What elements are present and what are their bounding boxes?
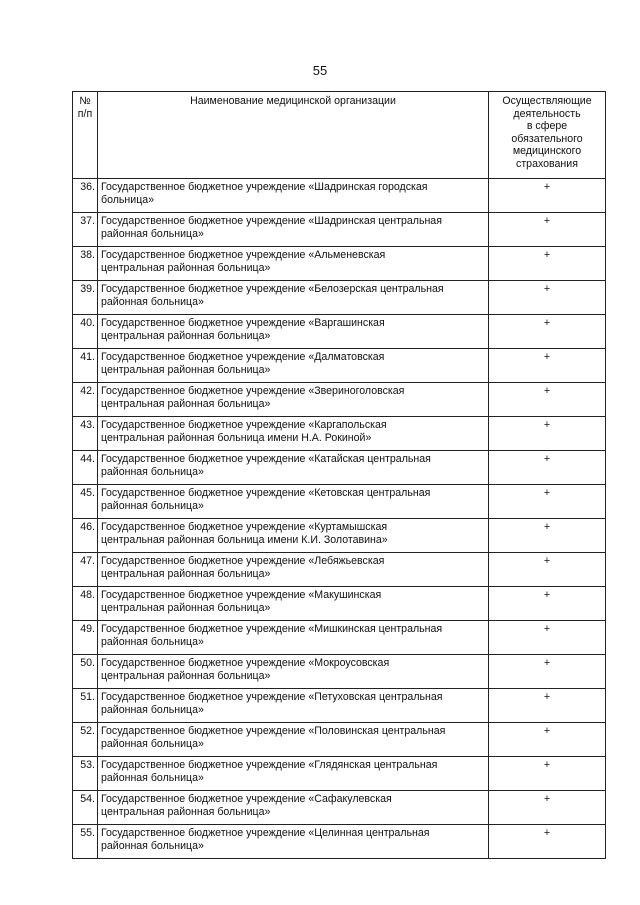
table-row xyxy=(73,315,606,349)
page-number: 55 xyxy=(312,63,328,78)
oms-mark: + xyxy=(489,757,606,791)
oms-mark: + xyxy=(489,825,606,859)
table-row xyxy=(73,349,606,383)
oms-mark: + xyxy=(489,281,606,315)
row-number: 40. xyxy=(73,315,98,349)
organization-name: Государственное бюджетное учреждение «Мишкинская центральная районная больница» xyxy=(98,621,489,655)
row-number: 42. xyxy=(73,383,98,417)
organization-name: Государственное бюджетное учреждение «Альменевская центральная районная больница» xyxy=(98,247,489,281)
row-number: 37. xyxy=(73,213,98,247)
table-row xyxy=(73,179,606,213)
table-row xyxy=(73,519,606,553)
table-row xyxy=(73,247,606,281)
row-number: 45. xyxy=(73,485,98,519)
organization-name: Государственное бюджетное учреждение «Петуховская центральная районная больница» xyxy=(98,689,489,723)
oms-mark: + xyxy=(489,485,606,519)
table-row xyxy=(73,825,606,859)
table-header-row xyxy=(73,92,606,179)
row-number: 53. xyxy=(73,757,98,791)
row-number: 46. xyxy=(73,519,98,553)
table-row xyxy=(73,621,606,655)
organization-name: Государственное бюджетное учреждение «Белозерская центральная районная больница» xyxy=(98,281,489,315)
row-number: 47. xyxy=(73,553,98,587)
organization-name: Государственное бюджетное учреждение «Шадринская городская больница» xyxy=(98,179,489,213)
table-row xyxy=(73,757,606,791)
row-number: 43. xyxy=(73,417,98,451)
organization-name: Государственное бюджетное учреждение «Звериноголовская центральная районная больница» xyxy=(98,383,489,417)
organization-name: Государственное бюджетное учреждение «Куртамышская центральная районная больница имени К.И. Золотавина» xyxy=(98,519,489,553)
header-number: № п/п xyxy=(73,92,98,179)
organization-name: Государственное бюджетное учреждение «Глядянская центральная районная больница» xyxy=(98,757,489,791)
oms-mark: + xyxy=(489,587,606,621)
organization-name: Государственное бюджетное учреждение «Варгашинская центральная районная больница» xyxy=(98,315,489,349)
table-row xyxy=(73,383,606,417)
organization-name: Государственное бюджетное учреждение «Кетовская центральная районная больница» xyxy=(98,485,489,519)
row-number: 49. xyxy=(73,621,98,655)
row-number: 39. xyxy=(73,281,98,315)
oms-mark: + xyxy=(489,621,606,655)
header-oms-activity: Осуществляющие деятельность в сфере обязательного медицинского страхования xyxy=(489,92,606,179)
row-number: 41. xyxy=(73,349,98,383)
table-row xyxy=(73,553,606,587)
row-number: 38. xyxy=(73,247,98,281)
oms-mark: + xyxy=(489,689,606,723)
row-number: 44. xyxy=(73,451,98,485)
table-row xyxy=(73,451,606,485)
table-row xyxy=(73,791,606,825)
oms-mark: + xyxy=(489,247,606,281)
table-row xyxy=(73,417,606,451)
row-number: 50. xyxy=(73,655,98,689)
oms-mark: + xyxy=(489,179,606,213)
oms-mark: + xyxy=(489,791,606,825)
organization-name: Государственное бюджетное учреждение «Каргапольская центральная районная больница имени Н.А. Рокиной» xyxy=(98,417,489,451)
oms-mark: + xyxy=(489,315,606,349)
row-number: 52. xyxy=(73,723,98,757)
oms-mark: + xyxy=(489,519,606,553)
medical-organizations-table xyxy=(72,91,606,859)
oms-mark: + xyxy=(489,553,606,587)
table-body xyxy=(73,179,606,859)
organization-name: Государственное бюджетное учреждение «Целинная центральная районная больница» xyxy=(98,825,489,859)
organization-name: Государственное бюджетное учреждение «Макушинская центральная районная больница» xyxy=(98,587,489,621)
oms-mark: + xyxy=(489,417,606,451)
oms-mark: + xyxy=(489,349,606,383)
oms-mark: + xyxy=(489,655,606,689)
organization-name: Государственное бюджетное учреждение «Сафакулевская центральная районная больница» xyxy=(98,791,489,825)
organization-name: Государственное бюджетное учреждение «Далматовская центральная районная больница» xyxy=(98,349,489,383)
row-number: 51. xyxy=(73,689,98,723)
organization-name: Государственное бюджетное учреждение «Катайская центральная районная больница» xyxy=(98,451,489,485)
oms-mark: + xyxy=(489,723,606,757)
organization-name: Государственное бюджетное учреждение «Шадринская центральная районная больница» xyxy=(98,213,489,247)
organization-name: Государственное бюджетное учреждение «Мокроусовская центральная районная больница» xyxy=(98,655,489,689)
table-row xyxy=(73,723,606,757)
table-row xyxy=(73,587,606,621)
row-number: 54. xyxy=(73,791,98,825)
organization-name: Государственное бюджетное учреждение «Лебяжьевская центральная районная больница» xyxy=(98,553,489,587)
table-row xyxy=(73,213,606,247)
header-organization-name: Наименование медицинской организации xyxy=(98,92,489,179)
table-row xyxy=(73,485,606,519)
table-row xyxy=(73,689,606,723)
oms-mark: + xyxy=(489,213,606,247)
row-number: 36. xyxy=(73,179,98,213)
oms-mark: + xyxy=(489,383,606,417)
oms-mark: + xyxy=(489,451,606,485)
table-row xyxy=(73,655,606,689)
row-number: 55. xyxy=(73,825,98,859)
table-row xyxy=(73,281,606,315)
organization-name: Государственное бюджетное учреждение «Половинская центральная районная больница» xyxy=(98,723,489,757)
row-number: 48. xyxy=(73,587,98,621)
